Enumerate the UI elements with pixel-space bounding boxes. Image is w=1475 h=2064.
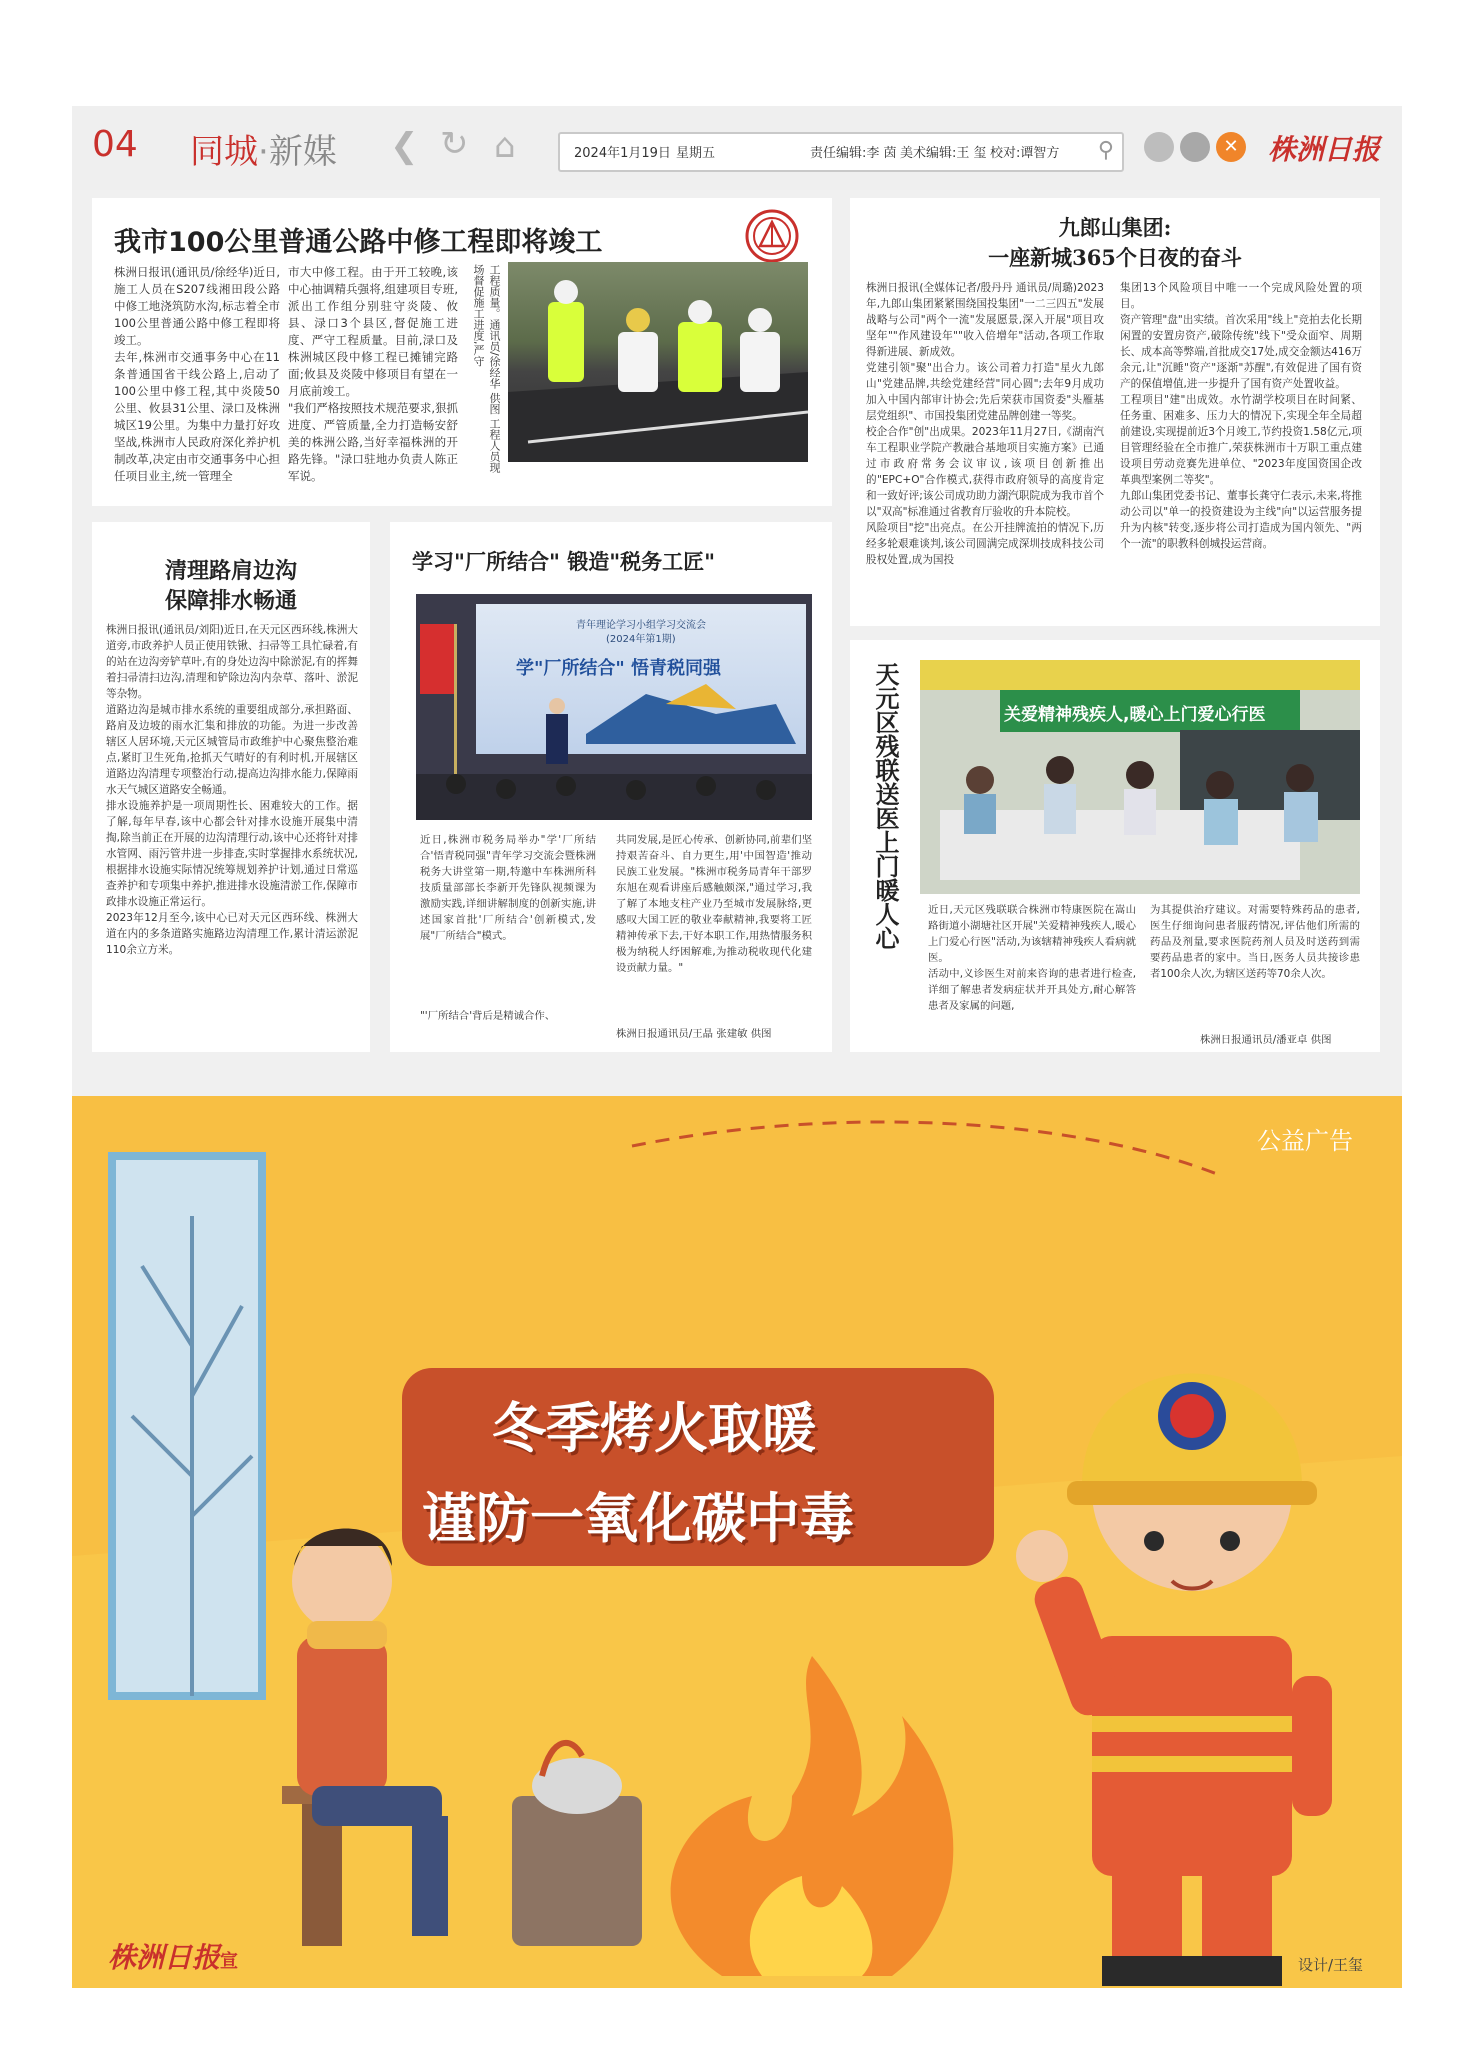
home-icon[interactable]: ⌂ [494,126,516,166]
paper-logo: 株洲日报 [1268,133,1381,166]
article-jiulangshan [850,198,1380,626]
refresh-icon[interactable]: ↻ [440,124,469,164]
article-title-line1: 清理路肩边沟 [164,558,297,584]
photo-banner: 关爱精神残疾人,暖心上门爱心行医 [1004,705,1266,725]
highway-emblem-icon [744,208,800,264]
article-drain-cleaning [92,522,370,1052]
article-title: 我市100公里普通公路中修工程即将竣工 [114,227,603,258]
proofreader-credit: 校对:谭智方 [990,146,1060,161]
issue-date: 2024年1月19日 [574,146,671,161]
editor-credit: 责任编辑:李 茵 [810,146,897,161]
close-icon[interactable]: ✕ [1216,132,1246,162]
slogan-line2: 谨防一氧化碳中毒 [422,1487,854,1550]
photo-banner-main: 学"厂所结合" 悟青税同强 [516,658,722,679]
photo-banner-small: 青年理论学习小组学习交流会 [576,620,706,631]
medical-visit-photo [920,660,1360,894]
design-credit: 设计/王玺 [1298,1956,1364,1974]
public-service-ad [72,1096,1402,1988]
photo-caption: 工程质量。通讯员/徐经华 供图 工程人员现场督促施工进度,严守 [472,264,501,473]
article-body: 株洲日报讯(通讯员/刘阳)近日,在天元区西环线,株洲大道旁,市政养护人员正使用铁锹、扫帚等工具忙碌着,有的站在边沟旁铲草叶,有的身处边沟中除淤泥,有的挥舞着扫帚清扫边沟,清理和铲除边沟内杂草、落叶、淤泥等杂物。 道路边沟是城市排水系统的重要组成部分,承担路面、路肩及边坡的雨水汇集和排放的功能。为进一步改善辖区人居环境,天元区城管局市政维护中心聚焦整治难点,紧盯卫生死角,抢抓天气晴好的有利时机,开展辖区道路边沟清理专项整治行动,提高边沟排水能力,保障雨水天气城区道路安全畅通。 排水设施养护是一项周期性长、困难较大的工作。据了解,每年早春,该中心都会针对排水设施开展集中清掏,除当前正在开展的边沟清理行动,该中心还将针对排水管网、雨污管井进一步排查,实时掌握排水系统状况,根据排水设施实际情况统筹规划养护计划,通过日常巡查养护和专项集中养护,推进排水设施清淤工作,保障市政排水设施正常运行。 2023年12月至今,该中心已对天元区西环线、株洲大道在内的多条道路实施路边沟清理工作,累计清运淤泥110余立方米。 [106,624,358,956]
article-body-col1-tail: "'厂所结合'背后是精诚合作、 [420,1010,556,1022]
slogan-line1: 冬季烤火取暖 [492,1397,816,1460]
issue-weekday: 星期五 [676,146,716,161]
article-title: 天元区残联送医上门暖人心 [871,662,900,950]
photo-credit: 株洲日报通讯员/潘亚卓 供图 [1200,1034,1332,1046]
tax-seminar-photo [416,594,812,820]
photo-credit: 株洲日报通讯员/王晶 张建敏 供图 [616,1028,772,1040]
search-icon[interactable]: ⚲ [1097,138,1114,163]
article-road-repair [92,198,832,506]
article-body-col1: 株洲日报讯(全媒体记者/殷丹丹 通讯员/周璐)2023年,九郎山集团紧紧围绕国投集团"一二三四五"发展战略与公司"两个一流"发展愿景,深入开展"项目攻坚年""作风建设年""收入倍增年"活动,各项工作取得新进展、新成效。 党建引领"聚"出合力。该公司着力打造"星火九郎山"党建品牌,共绘党建经营"同心圆";去年9月成功加入中国内部审计协会;先后荣获市国资委"头雁基层党组织"、市国投集团党建品牌创建一等奖。 校企合作"创"出成果。2023年11月27日,《湖南汽车工程职业学院产教融合基地项目实施方案》已通过市政府常务会议审议,该项目创新推出的"EPC+O"合作模式,获得市政府领导的高度肯定和一致好评;该公司成功助力湖汽职院成为我市首个以"双高"标准通过省教育厅验收的升本院校。 风险项目"挖"出亮点。在公开挂牌流拍的情况下,历经多轮艰难谈判,该公司圆满完成深圳技成科技公司股权处置,成为国投 [866,282,1104,566]
article-body-col1: 近日,天元区残联联合株洲市特康医院在嵩山路街道小湖塘社区开展"关爱精神残疾人,暖心上门爱心行医"活动,为该辖精神残疾人看病就医。 活动中,义诊医生对前来咨询的患者进行检查,详细了解患者发病症状并开具处方,耐心解答患者及家属的问题, [928,904,1136,1012]
article-body-col1: 株洲日报讯(通讯员/徐经华)近日,施工人员在S207线湘田段公路中修工地浇筑防水沟,标志着全市100公里普通公路中修工程即将竣工。 去年,株洲市交通事务中心在11条普通国省干线公路上,启动了100公里中修工程,其中炎陵50公里、攸县31公里、渌口及株洲城区19公里。为集中力量打好攻坚战,株洲市人民政府深化养护机制改革,决定由市交通事务中心担任项目业主,统一管理全 [114,265,281,483]
article-body-col1: 近日,株洲市税务局举办"学'厂所结合'悟青税同强"青年学习交流会暨株洲税务大讲堂第一期,特邀中车株洲所科技质量部部长李新开先锋队视频课为激励实践,详细讲解制度的创新实施,讲述国家首批'厂所结合'创新模式,发展"厂所结合"模式。 [420,834,596,942]
address-bar[interactable] [558,132,1124,172]
article-medical-visit [850,640,1380,1052]
article-title-line1: 九郎山集团: [1058,215,1172,240]
article-body-col2: 集团13个风险项目中唯一一个完成风险处置的项目。 资产管理"盘"出实绩。首次采用"线上"竞拍去化长期闲置的安置房资产,破除传统"线下"受众面窄、周期长、成本高等弊端,首批成交17处,成交金额达416万余元,让"沉睡"资产"逐渐"苏醒",有效促进了国有资产的保值增值,进一步提升了国有资产处置收益。 工程项目"建"出成效。水竹湖学校项目在时间紧、任务重、困难多、压力大的情况下,实现全年全局超前建设,实现提前近3个月竣工,节约投资1.58亿元,项目管理经验在全市推广,荣获株洲市十万职工重点建设项目劳动竞赛先进单位、"2023年度国资国企改革典型案例二等奖"。 九郎山集团党委书记、董事长龚守仁表示,未来,将推动公司以"单一的投资建设为主线"向"以运营服务提升为内核"转变,逐步将公司打造成为国内领先、"两个一流"的职教科创城投运营商。 [1120,282,1362,550]
minimize-icon[interactable] [1144,132,1174,162]
article-title-line2: 保障排水畅通 [164,588,297,614]
ad-paper-logo: 株洲日报宣 [108,1941,239,1974]
back-arrow-icon[interactable]: ❮ [390,126,419,166]
art-editor-credit: 美术编辑:王 玺 [900,146,987,161]
article-tax-craftsman [390,522,832,1052]
article-body-col2: 市大中修工程。由于开工较晚,该中心抽调精兵强将,组建项目专班,派出工作组分别驻守炎陵、攸县、渌口3个县区,督促施工进度、严守工程质量。目前,渌口及株洲城区段中修工程已摊铺完路面;攸县及炎陵中修项目有望在一月底前竣工。 "我们严格按照技术规范要求,狠抓进度、严管质量,全力打造畅安舒美的株洲公路,当好幸福株洲的开路先锋。"渌口驻地办负责人陈正军说。 [288,265,458,483]
ad-label: 公益广告 [1257,1127,1353,1155]
page-number: 04 [92,124,138,165]
road-workers-photo [508,262,808,462]
article-title-line2: 一座新城365个日夜的奋斗 [988,245,1242,270]
section-title: 同城·新媒 [190,132,337,172]
article-body-col2: 为其提供治疗建议。对需要特殊药品的患者,医生仔细询问患者服药情况,评估他们所需的药品及剂量,要求医院药剂人员及时送药到需要药品患者的家中。当日,医务人员共接诊患者100余人次,为辖区送药等70余人次。 [1150,904,1360,980]
article-title: 学习"厂所结合" 锻造"税务工匠" [412,549,716,574]
photo-banner-year: (2024年第1期) [606,634,676,645]
article-body-col2: 共同发展,是匠心传承、创新协同,前辈们坚持艰苦奋斗、自力更生,用'中国智造'推动民族工业发展。"株洲市税务局青年干部罗东旭在观看讲座后感触颇深,"通过学习,我了解了本地支柱产业乃至城市发展脉络,更感叹大国工匠的敬业奉献精神,我要将工匠精神传承下去,干好本职工作,用热情服务积极为纳税人纾困解难,为推动税收现代化建设贡献力量。" [616,834,812,974]
maximize-icon[interactable] [1180,132,1210,162]
